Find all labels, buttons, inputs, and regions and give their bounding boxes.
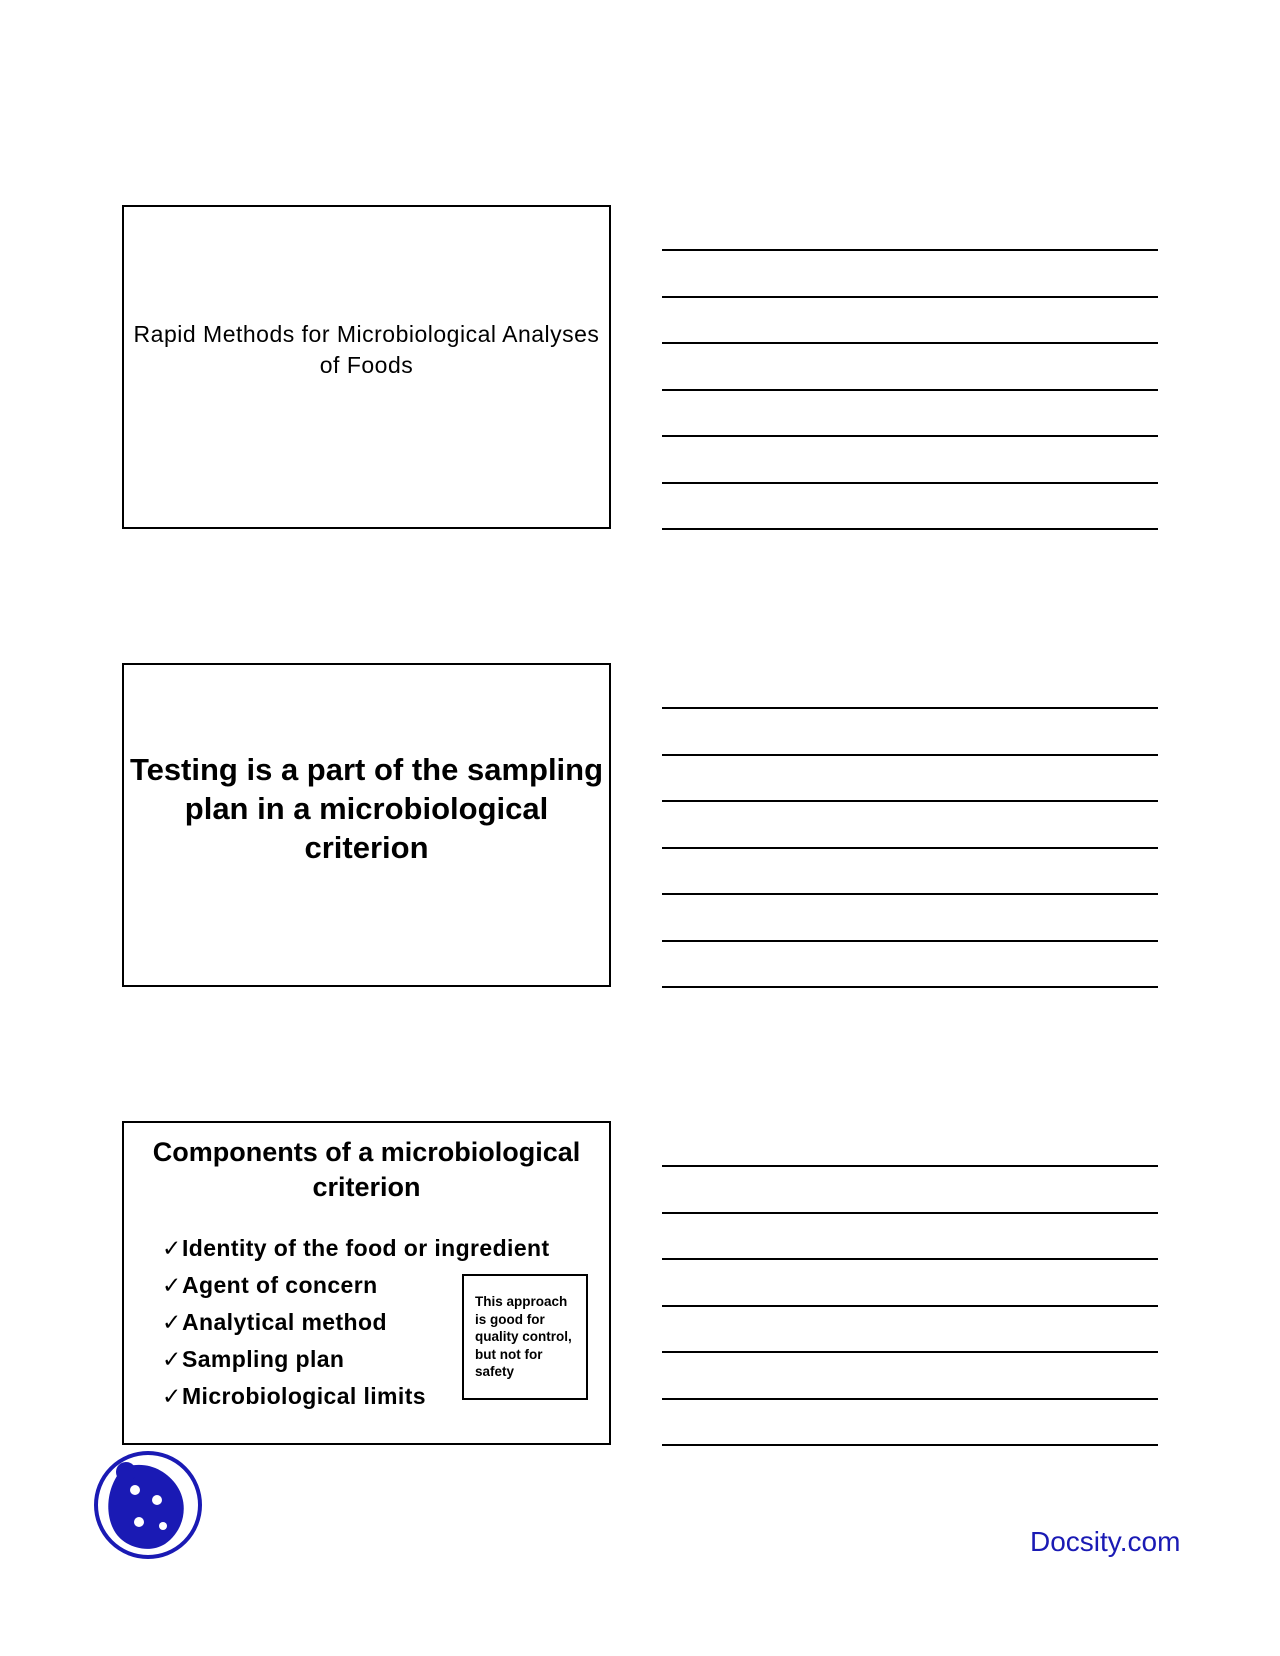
- note-line: [662, 986, 1158, 988]
- checkmark-icon: ✓: [162, 1346, 182, 1372]
- checkmark-icon: ✓: [162, 1383, 182, 1409]
- note-line: [662, 389, 1158, 391]
- note-line: [662, 1398, 1158, 1400]
- list-item: ✓Sampling plan: [162, 1341, 550, 1378]
- footer-brand-link[interactable]: Docsity.com: [1030, 1526, 1181, 1557]
- note-line: [662, 1258, 1158, 1260]
- checkmark-icon: ✓: [162, 1235, 182, 1261]
- note-line: [662, 249, 1158, 251]
- slide-3: [122, 1121, 611, 1445]
- checkmark-icon: ✓: [162, 1272, 182, 1298]
- list-item: ✓Identity of the food or ingredient: [162, 1230, 550, 1267]
- note-line: [662, 940, 1158, 942]
- note-line: [662, 296, 1158, 298]
- list-item: ✓Analytical method: [162, 1304, 550, 1341]
- docsity-ladybug-logo-icon: [93, 1448, 203, 1560]
- note-line: [662, 1351, 1158, 1353]
- note-line: [662, 1305, 1158, 1307]
- slide-2-title: Testing is a part of the sampling plan in a microbiological criterion: [129, 752, 604, 865]
- slide-3-title: Components of a microbiological criterion: [152, 1137, 581, 1202]
- note-line: [662, 482, 1158, 484]
- list-item: ✓Agent of concern: [162, 1267, 550, 1304]
- note-line: [662, 1212, 1158, 1214]
- list-item: ✓Microbiological limits: [162, 1378, 550, 1415]
- note-line: [662, 1444, 1158, 1446]
- note-line: [662, 847, 1158, 849]
- callout-note: This approach is good for quality control, but not for safety: [462, 1274, 588, 1400]
- note-line: [662, 1165, 1158, 1167]
- note-line: [662, 528, 1158, 530]
- checkmark-icon: ✓: [162, 1309, 182, 1335]
- note-line: [662, 754, 1158, 756]
- note-line: [662, 342, 1158, 344]
- note-line: [662, 893, 1158, 895]
- slide-1: [122, 205, 611, 529]
- slide-2: [122, 663, 611, 987]
- slide-1-title: Rapid Methods for Microbiological Analyses of Foods: [133, 321, 600, 378]
- note-line: [662, 707, 1158, 709]
- note-line: [662, 800, 1158, 802]
- note-line: [662, 435, 1158, 437]
